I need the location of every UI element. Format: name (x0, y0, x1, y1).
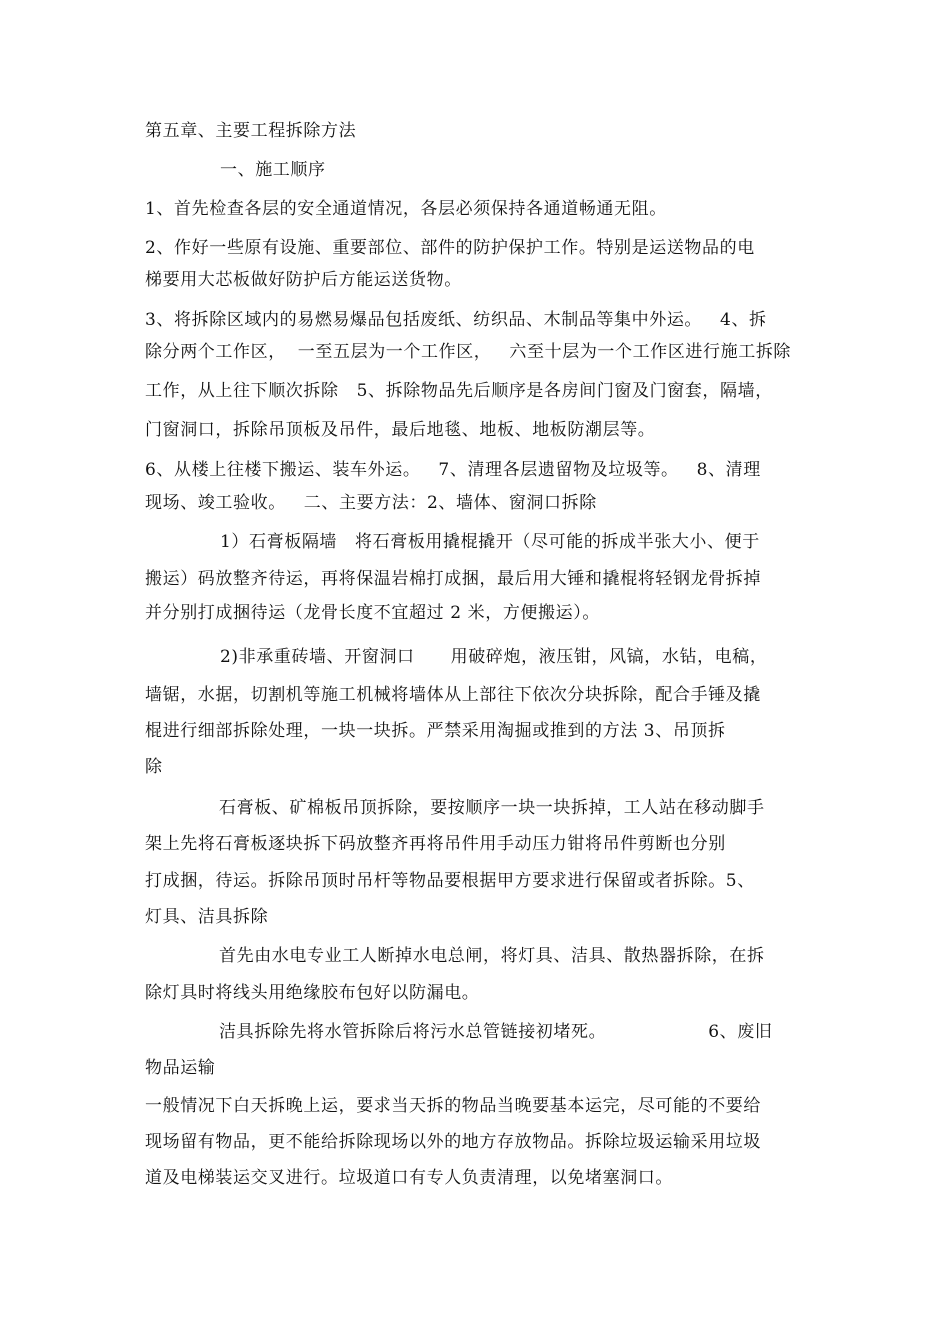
text-line: 搬运）码放整齐待运，再将保温岩棉打成捆，最后用大锤和撬棍将轻钢龙骨拆掉 (145, 569, 761, 589)
text-line: 首先由水电专业工人断掉水电总闸，将灯具、洁具、散热器拆除，在拆 (219, 946, 765, 966)
text-line: 并分别打成捆待运（龙骨长度不宜超过 2 米，方便搬运）。 (145, 603, 600, 623)
text-line: 石膏板、矿棉板吊顶拆除，要按顺序一块一块拆掉，工人站在移动脚手 (219, 798, 765, 818)
text-line: 墙锯，水据，切割机等施工机械将墙体从上部往下依次分块拆除，配合手锤及撬 (145, 685, 761, 705)
text-line: 2)非承重砖墙、开窗洞口 用破碎炮，液压钳，风镐，水钻，电稿， (220, 647, 768, 667)
text-line: 道及电梯装运交叉进行。垃圾道口有专人负责清理，以免堵塞洞口。 (145, 1168, 673, 1188)
text-line: 6、从楼上往楼下搬运、装车外运。 7、清理各层遗留物及垃圾等。 8、清理 (145, 460, 761, 480)
text-line: 工作，从上往下顺次拆除 5、拆除物品先后顺序是各房间门窗及门窗套，隔墙， (145, 381, 773, 401)
text-line: 打成捆，待运。拆除吊顶时吊杆等物品要根据甲方要求进行保留或者拆除。5、 (145, 871, 755, 891)
text-line: 除 (145, 757, 163, 777)
text-line: 梯要用大芯板做好防护后方能运送货物。 (145, 270, 462, 290)
text-line: 架上先将石膏板逐块拆下码放整齐再将吊件用手动压力钳将吊件剪断也分别 (145, 834, 726, 854)
text-line: 一般情况下白天拆晚上运，要求当天拆的物品当晚要基本运完，尽可能的不要给 (145, 1096, 761, 1116)
text-line: 灯具、洁具拆除 (145, 907, 269, 927)
text-line: 现场留有物品，更不能给拆除现场以外的地方存放物品。拆除垃圾运输采用垃圾 (145, 1132, 761, 1152)
text-line: 洁具拆除先将水管拆除后将污水总管链接初堵死。 6、废旧 (219, 1022, 773, 1042)
text-line: 除灯具时将线头用绝缘胶布包好以防漏电。 (145, 983, 480, 1003)
section-heading: 一、施工顺序 (220, 160, 326, 180)
text-line: 1）石膏板隔墙 将石膏板用撬棍撬开（尽可能的拆成半张大小、便于 (220, 532, 760, 552)
text-line: 棍进行细部拆除处理，一块一块拆。严禁采用淘掘或推到的方法 3、吊顶拆 (145, 721, 726, 741)
text-line: 除分两个工作区， 一至五层为一个工作区， 六至十层为一个工作区进行施工拆除 (145, 342, 792, 362)
text-line: 2、作好一些原有设施、重要部位、部件的防护保护工作。特别是运送物品的电 (145, 238, 755, 258)
text-line: 1、首先检查各层的安全通道情况，各层必须保持各通道畅通无阻。 (145, 199, 667, 219)
text-line: 现场、竣工验收。 二、主要方法：2、墙体、窗洞口拆除 (145, 493, 597, 513)
text-line: 物品运输 (145, 1058, 216, 1078)
text-line: 门窗洞口，拆除吊顶板及吊件，最后地毯、地板、地板防潮层等。 (145, 420, 656, 440)
text-line: 3、将拆除区域内的易燃易爆品包括废纸、纺织品、木制品等集中外运。 4、拆 (145, 310, 767, 330)
chapter-title: 第五章、主要工程拆除方法 (145, 121, 357, 141)
